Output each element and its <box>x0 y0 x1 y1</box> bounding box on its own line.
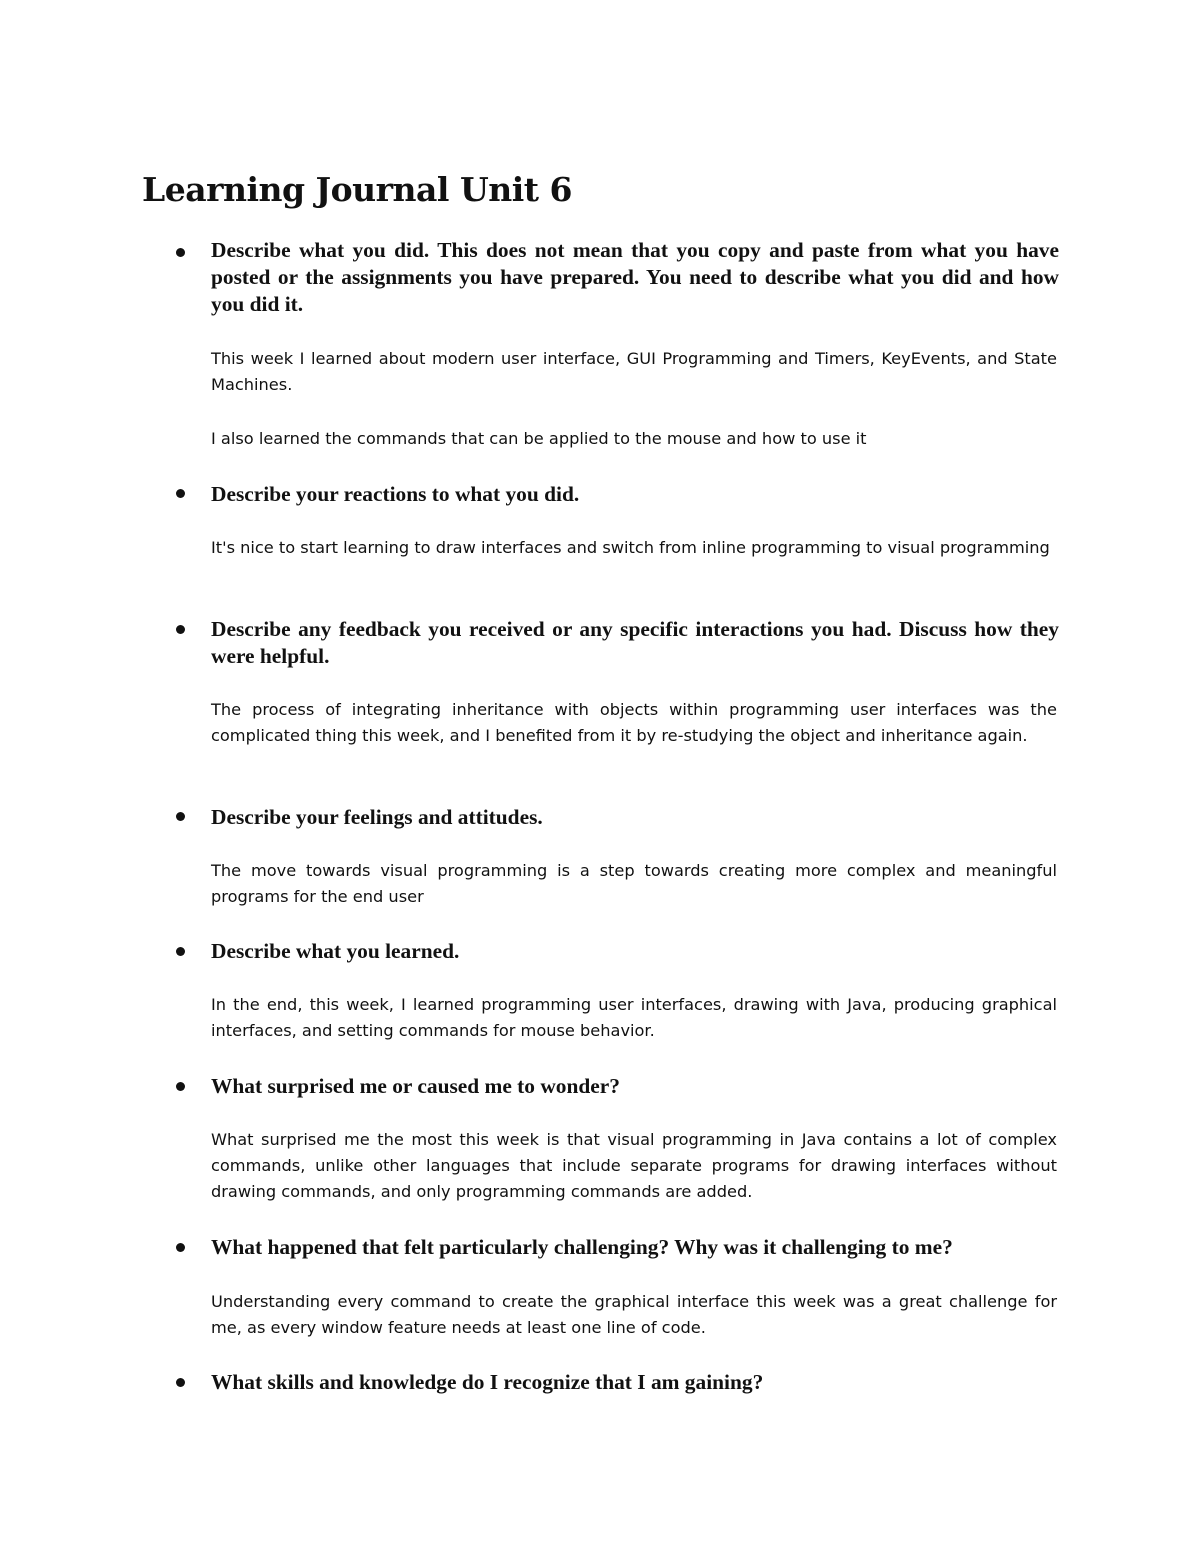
bullet-icon <box>176 812 185 821</box>
bullet-icon <box>176 1243 185 1252</box>
bullet-icon <box>176 625 185 634</box>
bullet-icon <box>176 248 185 257</box>
section-question: What surprised me or caused me to wonder? <box>211 1074 620 1098</box>
section-question: Describe your feelings and attitudes. <box>211 805 543 829</box>
section-answer: I also learned the commands that can be applied to the mouse and how to use it <box>211 429 867 448</box>
section-answer: The process of integrating inheritance with objects within programming user interfaces was the complicated thing this week, and I benefited from it by re-studying the object and inheritance again. <box>211 700 1057 745</box>
bullet-icon <box>176 947 185 956</box>
section-question: Describe any feedback you received or any specific interactions you had. Discuss how they were helpful. <box>211 617 1059 668</box>
section-answer: Understanding every command to create the graphical interface this week was a great challenge for me, as every window feature needs at least one line of code. <box>211 1292 1057 1337</box>
section-question: What happened that felt particularly challenging? Why was it challenging to me? <box>211 1235 953 1259</box>
section-question: Describe your reactions to what you did. <box>211 482 580 506</box>
section-question: What skills and knowledge do I recognize that I am gaining? <box>211 1370 764 1394</box>
section-answer: It's nice to start learning to draw interfaces and switch from inline programming to visual programming <box>211 538 1050 557</box>
page-title: Learning Journal Unit 6 <box>142 170 572 209</box>
bullet-icon <box>176 489 185 498</box>
section-answer: This week I learned about modern user interface, GUI Programming and Timers, KeyEvents, and State Machines. <box>211 349 1057 394</box>
bullet-icon <box>176 1082 185 1091</box>
section-answer: What surprised me the most this week is that visual programming in Java contains a lot of complex commands, unlike other languages that include separate programs for drawing interfaces without drawing commands, and only programming commands are added. <box>211 1130 1057 1201</box>
section-question: Describe what you did. This does not mean that you copy and paste from what you have posted or the assignments you have prepared. You need to describe what you did and how you did it. <box>211 238 1059 316</box>
section-question: Describe what you learned. <box>211 939 460 963</box>
bullet-icon <box>176 1378 185 1387</box>
section-answer: The move towards visual programming is a step towards creating more complex and meaningful programs for the end user <box>211 861 1057 906</box>
section-answer: In the end, this week, I learned programming user interfaces, drawing with Java, producing graphical interfaces, and setting commands for mouse behavior. <box>211 995 1057 1040</box>
